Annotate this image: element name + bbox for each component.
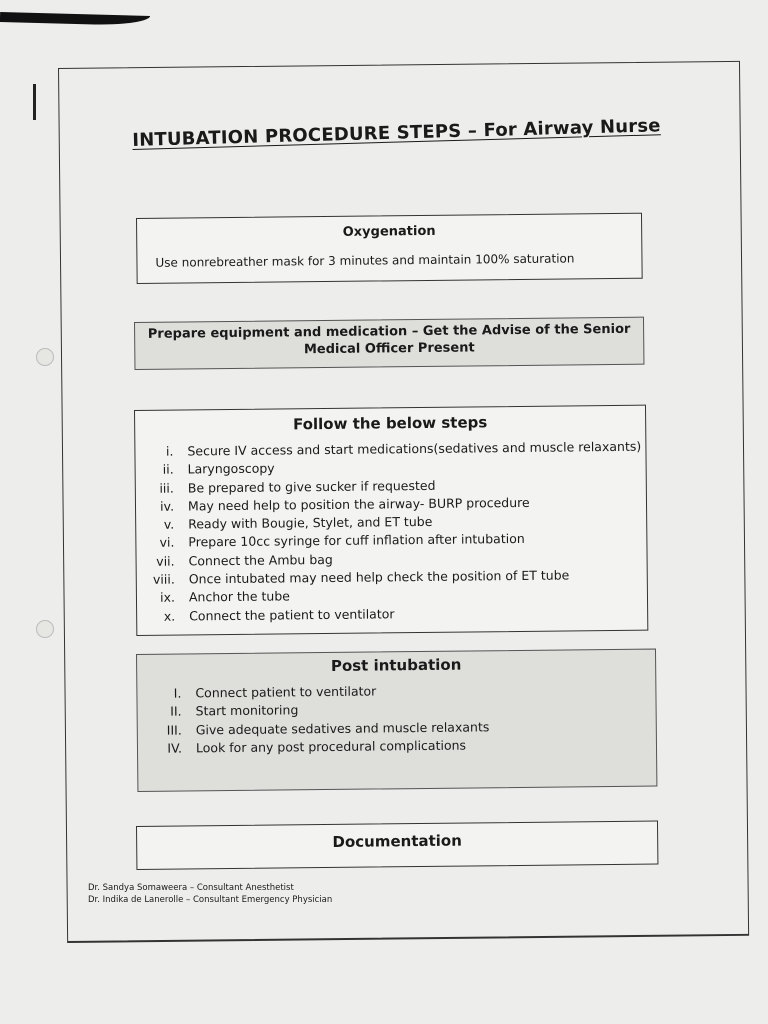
list-item: II. Start monitoring [170,702,299,719]
prepare-line-1: Prepare equipment and medication – Get the Advise of the Senior [147,321,631,342]
list-item: i. Secure IV access and start medications(sedatives and muscle relaxants) [165,438,642,459]
follow-heading: Follow the below steps [292,413,488,434]
list-item: viii. Once intubated may need help check the position of ET tube [152,567,570,587]
list-item: III. Give adequate sedatives and muscle relaxants [166,718,490,738]
post-heading: Post intubation [330,655,462,675]
list-item: vi. Prepare 10cc syringe for cuff inflation after intubation [159,531,525,551]
page-title: INTUBATION PROCEDURE STEPS – For Airway Nurse [132,115,661,151]
documentation-heading: Documentation [332,831,462,851]
list-item: iii. Be prepared to give sucker if requested [159,477,436,496]
post-intubation-box [136,649,657,792]
list-item: IV. Look for any post procedural complications [167,737,467,756]
list-item: x. Connect the patient to ventilator [163,605,395,624]
punch-hole [36,348,54,366]
margin-mark [33,84,36,120]
list-item: iv. May need help to position the airway- BURP procedure [160,494,530,514]
prepare-line-2: Medical Officer Present [303,340,475,358]
list-item: ix. Anchor the tube [160,588,291,606]
footer-line-2: Dr. Indika de Lanerolle – Consultant Emergency Physician [88,895,333,905]
list-item: v. Ready with Bougie, Stylet, and ET tube [163,514,433,532]
documentation-box [136,821,658,870]
oxygenation-text: Use nonrebreather mask for 3 minutes and maintain 100% saturation [155,251,575,270]
pen-stroke-mark [0,12,150,26]
post-steps-list [143,680,656,759]
follow-steps-list [135,438,647,626]
footer-line-1: Dr. Sandya Somaweera – Consultant Anesthetist [88,883,294,893]
list-item: I. Connect patient to ventilator [173,683,377,701]
follow-steps-box [134,405,648,636]
footer-credits [88,882,332,906]
list-item: vii. Connect the Ambu bag [156,551,333,569]
list-item: ii. Laryngoscopy [162,460,275,477]
oxygenation-box [136,213,643,284]
punch-hole [36,620,54,638]
oxygenation-heading: Oxygenation [342,223,436,240]
prepare-box [134,317,644,370]
